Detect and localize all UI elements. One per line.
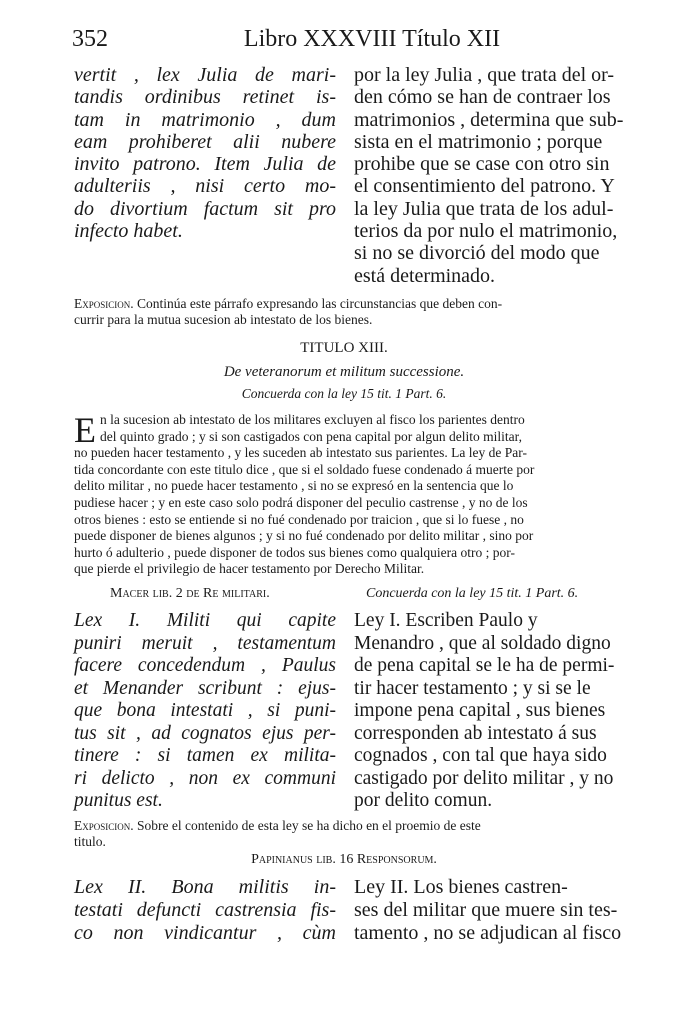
page-header [72,26,632,62]
exposicion-lex-i [74,818,614,850]
latin-line: co non vindicantur , cùm [74,921,336,944]
concuerda-note: Concuerda con la ley 15 tit. 1 Part. 6. [241,386,447,401]
latin-line: eam prohiberet alii nubere [74,130,336,153]
latin-line: tus sit , ad cognatos ejus per- [74,722,336,744]
spanish-line: corresponden ab intestato á sus [354,722,597,744]
latin-column-lex-ii [74,876,336,944]
latin-line: Lex I. Militi qui capite [74,610,336,631]
latin-line: puniri meruit , testamentum [74,632,336,654]
exposicion-line: Continúa este párrafo expresando las circunstancias que deben con- [137,296,503,311]
spanish-line: impone pena capital , sus bienes [354,700,606,721]
spanish-line: está determinado. [354,264,496,287]
body-line: puede disponer de bienes algunos ; y si no fué condenado por delito militar , sino por [74,528,534,544]
latin-line: do divortium factum sit pro [74,197,336,220]
body-line: del quinto grado ; y si son castigados con pena capital por algun delito militar, [100,428,522,444]
spanish-line: el consentimiento del patrono. Y [354,175,615,198]
title-xiii-subtitle: De veteranorum et militum successione. [223,364,465,380]
exposicion-line: Sobre el contenido de esta ley se ha dicho en el proemio de este [137,818,481,833]
latin-line: tam in matrimonio , dum [74,108,336,131]
spanish-column-xii [354,64,624,287]
exposicion-label: Exposicion. [74,296,134,311]
spanish-line: Ley II. Los bienes castren- [354,876,568,898]
latin-line: infecto habet. [74,220,183,243]
body-line: no pueden hacer testamento , y les suceden ab intestato sus parientes. La ley de Par- [74,445,527,461]
spanish-line: den cómo se han de contraer los [354,86,611,109]
body-line: tida concordante con este titulo dice , que si el soldado fuese condenado á muerte por [74,461,535,477]
latin-line: invito patrono. Item Julia de [74,153,336,176]
latin-line: vertit , lex Julia de mari- [74,64,336,86]
latin-line: punitus est. [74,790,163,811]
title-xiii: TITULO XIII. [300,340,388,356]
spanish-line: por delito comun. [354,790,493,811]
latin-column-xii [74,64,336,242]
spanish-line: prohibe que se case con otro sin [354,153,610,176]
title-xiii-body [74,412,614,578]
spanish-line: castigado por delito militar , y no [354,767,614,789]
latin-line: tinere : si tamen ex milita- [74,745,336,766]
lex-i-concuerda: Concuerda con la ley 15 tit. 1 Part. 6. [366,586,579,601]
spanish-line: ses del militar que muere sin tes- [354,898,618,921]
latin-line: et Menander scribunt : ejus- [74,677,336,699]
page-number: 352 [72,26,108,52]
body-line: que pierde el privilegio de hacer testamento por Derecho Militar. [74,561,425,577]
spanish-line: por la ley Julia , que trata del or- [354,64,615,86]
spanish-line: tamento , no se adjudican al fisco [354,921,622,944]
spanish-line: matrimonios , determina que sub- [354,108,624,131]
exposicion-label: Exposicion. [74,818,134,833]
body-line: delito militar , no puede hacer testamento , si no se expresó en la sentencia que lo [74,478,514,494]
spanish-line: si no se divorció del modo que [354,242,600,265]
spanish-column-lex-ii [354,876,622,944]
spanish-line: sista en el matrimonio ; porque [354,130,603,153]
lex-ii-source: Papinianus lib. 16 Responsorum. [251,852,437,867]
spanish-line: de pena capital se le ha de permi- [354,655,615,676]
lex-i-source: Macer lib. 2 de Re militari. [110,586,270,601]
latin-line: testati defuncti castrensia fis- [74,898,336,921]
spanish-line: la ley Julia que trata de los adul- [354,197,614,220]
exposicion-line: currir para la mutua sucesion ab intestato de los bienes. [74,312,373,327]
latin-line: facere concedendum , Paulus [74,655,336,676]
exposicion-xii [74,296,614,328]
latin-line: adulteriis , nisi certo mo- [74,175,336,198]
running-title: Libro XXXVIII Título XII [243,26,501,52]
latin-line: Lex II. Bona militis in- [74,876,336,898]
body-line: n la sucesion ab intestato de los militares excluyen al fisco los parientes dentro [100,412,525,427]
spanish-line: Menandro , que al soldado digno [354,632,611,654]
body-line: pudiese hacer ; y en este caso solo podrá disponer del peculio castrense , y no de los [74,494,528,510]
body-line: otros bienes : esto se entiende si no fué condenado por traicion , que si lo fuese , no [74,511,524,527]
body-line: hurto ó adulterio , puede disponer de todos sus bienes como qualquiera otro ; por- [74,544,516,560]
spanish-line: Ley I. Escriben Paulo y [354,610,538,631]
latin-line: que bona intestati , si puni- [74,700,336,721]
latin-line: tandis ordinibus retinet is- [74,86,336,109]
spanish-column-lex-i [354,610,614,813]
latin-column-lex-i [74,610,336,813]
drop-cap: E [74,410,96,450]
exposicion-line: titulo. [74,834,106,849]
spanish-line: cognados , con tal que haya sido [354,745,607,766]
spanish-line: tir hacer testamento ; y si se le [354,677,591,699]
latin-line: ri delicto , non ex communi [74,767,336,789]
spanish-line: terios da por nulo el matrimonio, [354,220,618,243]
